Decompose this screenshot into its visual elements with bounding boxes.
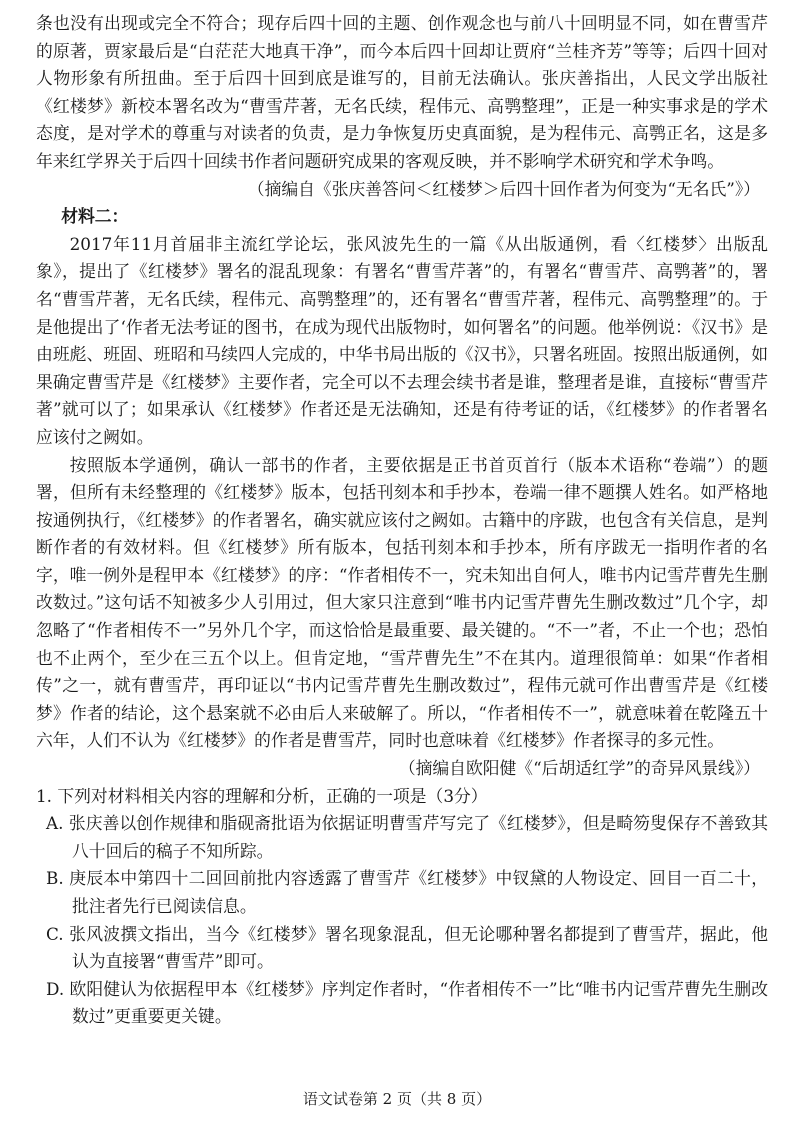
question-1-option-a: A. 张庆善以创作规律和脂砚斋批语为依据证明曹雪芹写完了《红楼梦》，但是畸笏叟保存不善致其八十回后的稿子不知所踪。: [46, 813, 768, 861]
question-1-option-d: D. 欧阳健认为依据程甲本《红楼梦》序判定作者时，“作者相传不一”比“唯书内记雪芹曹先生删改数过”更重要更关键。: [46, 978, 768, 1027]
question-1-option-c: C. 张风波撰文指出，当今《红楼梦》署名现象混乱，但无论哪种署名都提到了曹雪芹，据此，他认为直接署“曹雪芹”即可。: [46, 923, 768, 972]
material1-tail-paragraph: 条也没有出现或完全不符合；现存后四十回的主题、创作观念也与前八十回明显不同，如在曹雪芹的原著，贾家最后是“白茫茫大地真干净”，而今本后四十回却让贾府“兰桂齐芳”等等；后四十回对人物形象有所扭曲。至于后四十回到底是谁写的，目前无法确认。张庆善指出，人民文学出版社《红楼梦》新校本署名改为“曹雪芹著，无名氏续，程伟元、高鹗整理”，正是一种实事求是的学术态度，是对学术的尊重与对读者的负责，是力争恢复历史真面貌，是为程伟元、高鹗正名，这是多年来红学界关于后四十回续书作者问题研究成果的客观反映，并不影响学术研究和学术争鸣。: [36, 13, 768, 171]
material2-paragraph-1: 2017年11月首届非主流红学论坛，张风波先生的一篇《从出版通例，看〈红楼梦〉出版乱象》，提出了《红楼梦》署名的混乱现象：有署名“曹雪芹著”的，有署名“曹雪芹、高鹗著”的，署名“曹雪芹著，无名氏续，程伟元、高鹗整理”的，还有署名“曹雪芹著，程伟元、高鹗整理”的。于是他提出了‘作者无法考证的图书，在成为现代出版物时，如何署名”的问题。他举例说：《汉书》是由班彪、班固、班昭和马续四人完成的，中华书局出版的《汉书》，只署名班固。按照出版通例，如果确定曹雪芹是《红楼梦》主要作者，完全可以不去理会续书者是谁，整理者是谁，直接标“曹雪芹著”就可以了；如果承认《红楼梦》作者还是无法确知，还是有待考证的话，《红楼梦》的作者署名应该付之阙如。: [36, 233, 768, 447]
question-1-stem: 1. 下列对材料相关内容的理解和分析，正确的一项是（3分）: [36, 785, 488, 806]
question-1-option-b: B. 庚辰本中第四十二回回前批内容透露了曹雪芹《红楼梦》中钗黛的人物设定、回目一百二十，批注者先行已阅读信息。: [46, 868, 768, 916]
material2-paragraph-2: 按照版本学通例，确认一部书的作者，主要依据是正书首页首行（版本术语称“卷端”）的题署，但所有未经整理的《红楼梦》版本，包括刊刻本和手抄本，卷端一律不题撰人姓名。如严格地按通例执行，《红楼梦》的作者署名，确实就应该付之阙如。古籍中的序跋，也包含有关信息，是判断作者的有效材料。但《红楼梦》所有版本，包括刊刻本和手抄本，所有序跋无一指明作者的名字，唯一例外是程甲本《红楼梦》的序：“作者相传不一，究未知出自何人，唯书内记雪芹曹先生删改数过。”这句话不知被多少人引用过，但大家只注意到“唯书内记雪芹曹先生删改数过”几个字，却忽略了“作者相传不一”另外几个字，而这恰恰是最重要、最关键的。“不一”者，不止一个也；恐怕也不止两个，至少在三五个以上。但肯定地，“雪芹曹先生”不在其内。道理很简单：如果“作者相传”之一，就有曹雪芹，再印证以“书内记雪芹曹先生删改数过”，程伟元就可作出曹雪芹是《红楼梦》作者的结论，这个悬案就不必由后人来破解了。所以，“作者相传不一”，就意味着在乾隆五十六年，人们不认为《红楼梦》的作者是曹雪芹，同时也意味着《红楼梦》作者探寻的多元性。: [36, 454, 768, 751]
material2-heading: 材料二：: [61, 206, 129, 227]
material1-source: （摘编自《张庆善答问＜红楼梦＞后四十回作者为何变为“无名氏”》）: [247, 178, 760, 199]
material2-source: （摘编自欧阳健《“后胡适红学”的奇异风景线》）: [398, 758, 760, 779]
page-footer: 语文试卷第 2 页（共 8 页）: [302, 1090, 492, 1108]
